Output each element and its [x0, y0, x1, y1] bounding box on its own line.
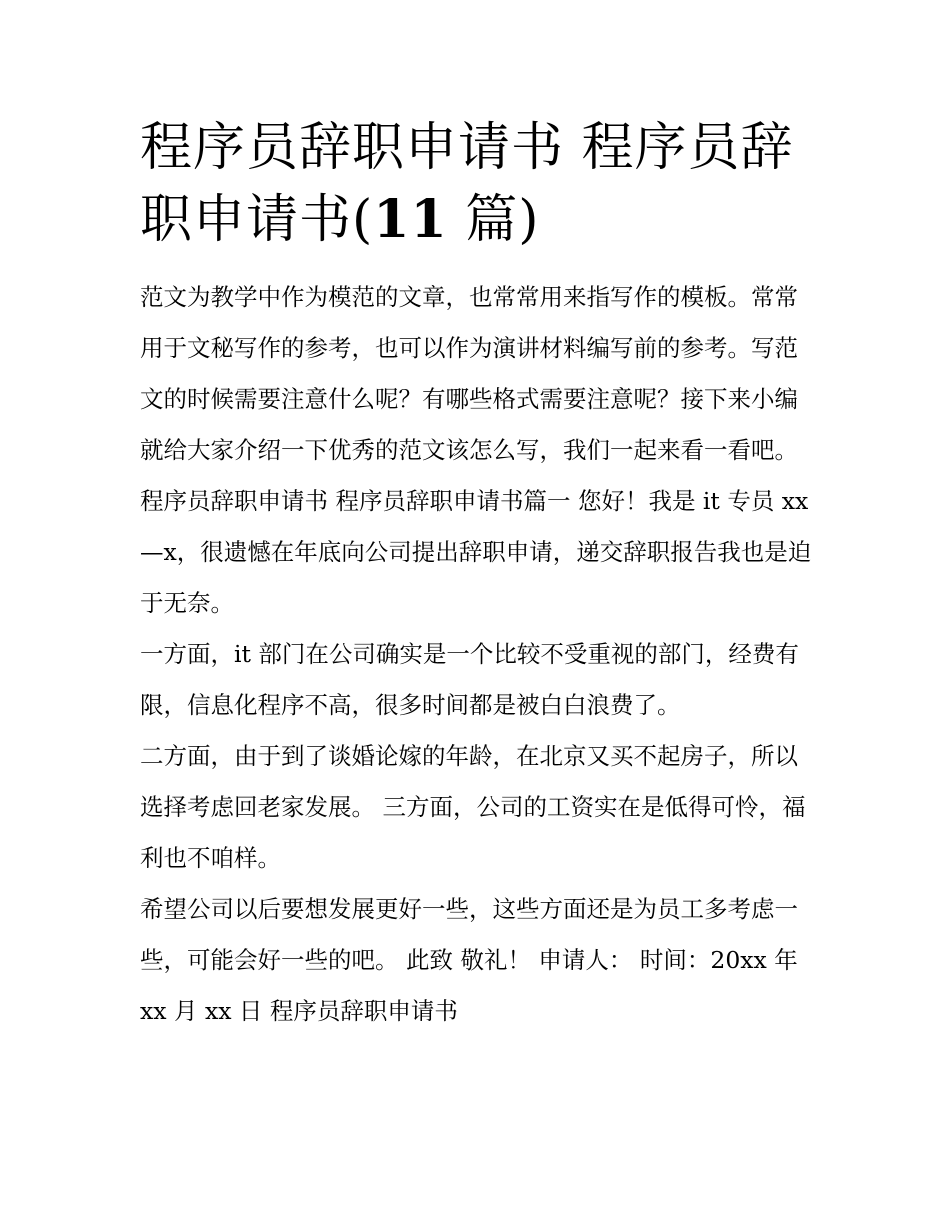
document-body [140, 272, 815, 1037]
paragraph-intro: 范文为教学中作为模范的文章，也常常用来指写作的模板。常常用于文秘写作的参考，也可以作为演讲材料编写前的参考。写范文的时候需要注意什么呢？有哪些格式需要注意呢？接下来小编就给大家介绍一下优秀的范文该怎么写，我们一起来看一看吧。 [140, 283, 798, 464]
title-text-part2: 篇) [447, 190, 540, 250]
title-number: 11 [373, 189, 448, 250]
document-page [140, 112, 815, 1037]
title-text-part1: 程序员辞职申请书 程序员辞职申请书( [140, 118, 794, 250]
paragraph-1: 程序员辞职申请书 程序员辞职申请书篇一 您好！我是 it 专员 xx—x，很遗憾在年底向公司提出辞职申请，递交辞职报告我也是迫于无奈。 [140, 487, 812, 617]
document-title [140, 112, 815, 256]
paragraph-3: 二方面，由于到了谈婚论嫁的年龄，在北京又买不起房子，所以选择考虑回老家发展。 三方面，公司的工资实在是低得可怜，福利也不咱样。 [140, 742, 806, 872]
paragraph-4: 希望公司以后要想发展更好一些，这些方面还是为员工多考虑一些，可能会好一些的吧。 此致 敬礼！ 申请人： 时间：20xx 年 xx 月 xx 日 程序员辞职申请书 [140, 895, 798, 1025]
paragraph-2: 一方面，it 部门在公司确实是一个比较不受重视的部门，经费有限，信息化程序不高，很多时间都是被白白浪费了。 [140, 640, 799, 719]
